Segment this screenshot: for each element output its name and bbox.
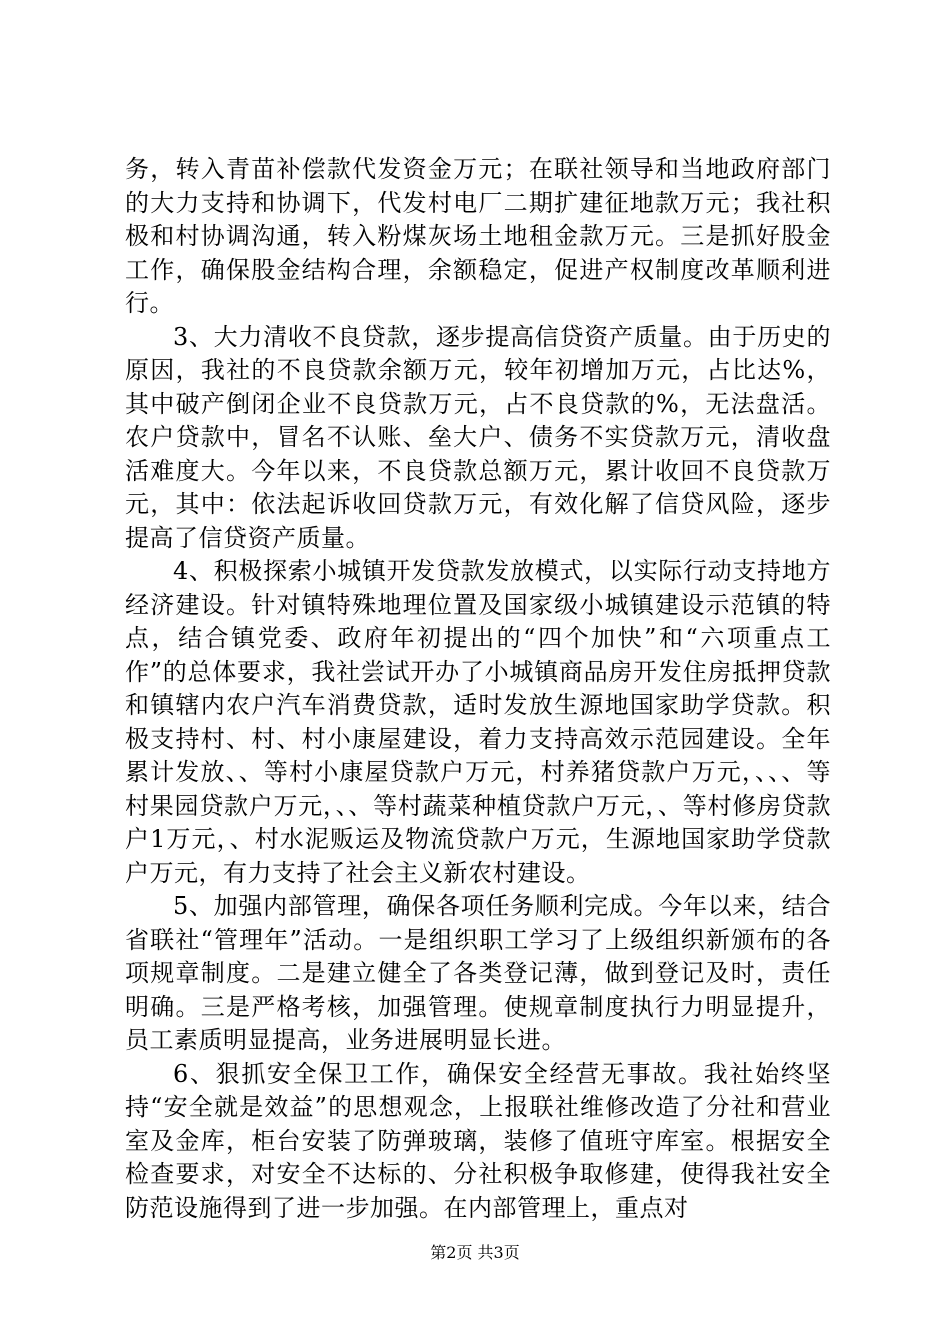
paragraph-internal-management: 5、加强内部管理，确保各项任务顺利完成。今年以来，结合省联社“管理年”活动。一是组织职工学习了上级组织新颁布的各项规章制度。二是建立健全了各类登记薄，做到登记及时，责任明确。三是严格考核，加强管理。使规章制度执行力明显提升，员工素质明显提高，业务进展明显长进。 xyxy=(125,892,831,1054)
paragraph-bad-loans: 3、大力清收不良贷款，逐步提高信贷资产质量。由于历史的原因，我社的不良贷款余额万元，较年初增加万元，占比达%，其中破产倒闭企业不良贷款万元，占不良贷款的%，无法盘活。农户贷款中，冒名不认账、垒大户、债务不实贷款万元，清收盘活难度大。今年以来，不良贷款总额万元，累计收回不良贷款万元，其中：依法起诉收回贷款万元，有效化解了信贷风险，逐步提高了信贷资产质量。 xyxy=(125,322,831,552)
page-footer: 第2页 共3页 xyxy=(430,1243,520,1262)
paragraph-security-work: 6、狠抓安全保卫工作，确保安全经营无事故。我社始终坚持“安全就是效益”的思想观念，上报联社维修改造了分社和营业室及金库，柜台安装了防弹玻璃，装修了值班守库室。根据安全检查要求，对安全不达标的、分社积极争取修建，使得我社安全防范设施得到了进一步加强。在内部管理上，重点对 xyxy=(125,1059,831,1222)
paragraph-continuation: 务，转入青苗补偿款代发资金万元；在联社领导和当地政府部门的大力支持和协调下，代发村电厂二期扩建征地款万元；我社积极和村协调沟通，转入粉煤灰场土地租金款万元。三是抓好股金工作，确保股金结构合理，余额稳定，促进产权制度改革顺利进行。 xyxy=(125,155,831,317)
document-body xyxy=(125,153,831,1225)
paragraph-town-development-loans: 4、积极探索小城镇开发贷款发放模式，以实际行动支持地方经济建设。针对镇特殊地理位置及国家级小城镇建设示范镇的特点，结合镇党委、政府年初提出的“四个加快”和“六项重点工作”的总体要求，我社尝试开办了小城镇商品房开发住房抵押贷款和镇辖内农户汽车消费贷款，适时发放生源地国家助学贷款。积极支持村、村、村小康屋建设，着力支持高效示范园建设。全年累计发放、、等村小康屋贷款户万元，村养猪贷款户万元，、、、等村果园贷款户万元，、、等村蔬菜种植贷款户万元，、等村修房贷款户1万元，、村水泥贩运及物流贷款户万元，生源地国家助学贷款户万元，有力支持了社会主义新农村建设。 xyxy=(125,557,831,887)
